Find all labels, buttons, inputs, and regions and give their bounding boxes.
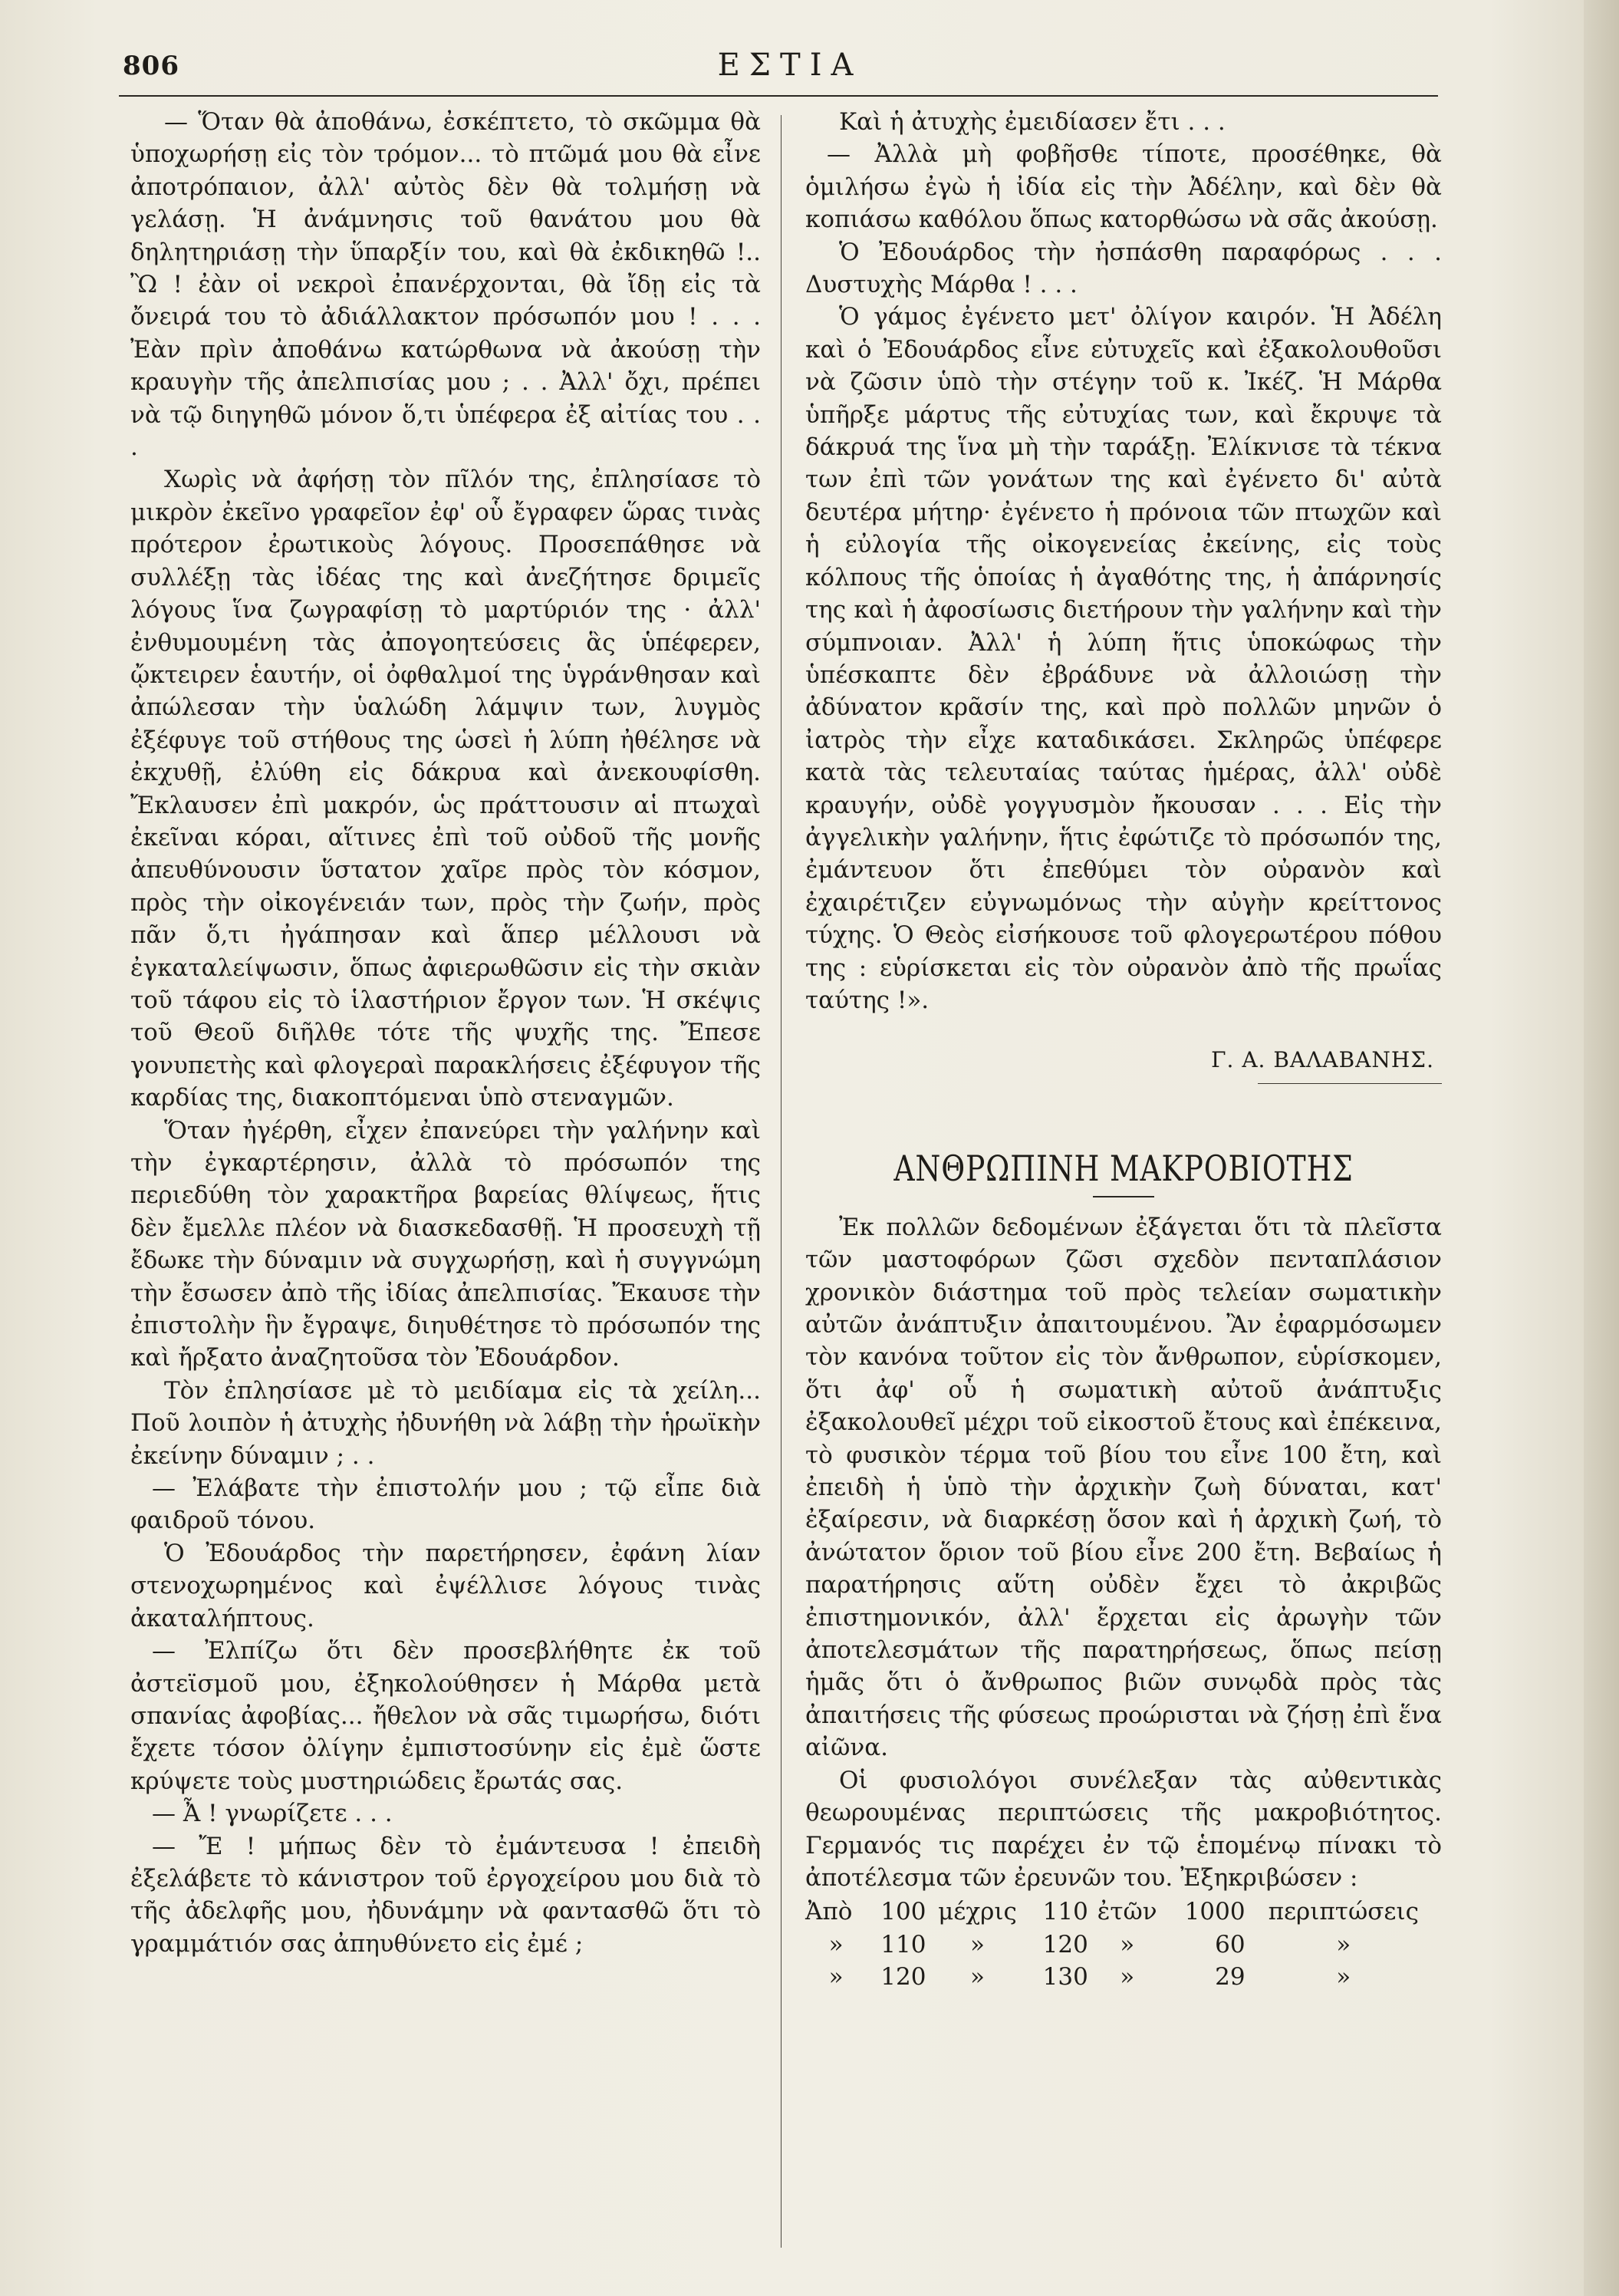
story-paragraph: Καὶ ἡ ἀτυχὴς ἐμειδίασεν ἔτι . . . <box>839 108 1226 136</box>
story-paragraph: — Ὅταν θὰ ἀποθάνω, ἐσκέπτετο, τὸ σκῶμμα θὰ ὑποχωρήσῃ εἰς τὸν τρόμον... τὸ πτῶμά μου θὰ εἶνε ἀποτρόπαιον, ἀλλ' αὐτὸς δὲν θὰ τολμήσῃ νὰ γελάσῃ. Ἡ ἀνάμνησις τοῦ θανάτου μου θὰ δηλητηριάσῃ τὴν ὕπαρξίν του, καὶ θὰ ἐκδικηθῶ !.. Ὢ ! ἐὰν οἱ νεκροὶ ἐπανέρχονται, θὰ ἴδῃ εἰς τὰ ὄνειρά του τὸ ἀδιάλλακτον πρόσωπόν μου ! . . . Ἐὰν πρὶν ἀποθάνω κατώρθωνα νὰ ἀκούσῃ τὴν κραυγὴν τῆς ἀπελπισίας μου ; . . Ἀλλ' ὄχι, πρέπει νὰ τῷ διηγηθῶ μόνον ὅ,τι ὑπέφερα ἐξ αἰτίας του . . . <box>130 108 761 462</box>
story-paragraph: Χωρὶς νὰ ἀφήσῃ τὸν πῖλόν της, ἐπλησίασε τὸ μικρὸν ἐκεῖνο γραφεῖον ἐφ' οὗ ἔγραφεν ὥρας τινὰς πρότερον ἐρωτικοὺς λόγους. Προσεπάθησε νὰ συλλέξῃ τὰς ἰδέας της καὶ ἀνεζήτησε δριμεῖς λόγους ἵνα ζωγραφίσῃ τὸ μαρτύριόν της · ἀλλ' ἐνθυμουμένη τὰς ἀπογοητεύσεις ἃς ὑπέφερεν, ᾤκτειρεν ἑαυτήν, οἱ ὀφθαλμοί της ὑγράνθησαν καὶ ἀπώλεσαν τὴν ὑαλώδη λάμψιν των, λυγμὸς ἐξέφυγε τοῦ στήθους της ὡσεὶ ἡ λύπη ἠθέλησε νὰ ἐκχυθῇ, ἐλύθη εἰς δάκρυα καὶ ἀνεκουφίσθη. Ἔκλαυσεν ἐπὶ μακρόν, ὡς πράττουσιν αἱ πτωχαὶ ἐκεῖναι κόραι, αἵτινες ἐπὶ τοῦ οὐδοῦ τῆς μονῆς ἀπευθύνουσιν ὕστατον χαῖρε πρὸς τὸν κόσμον, πρὸς τὴν οἰκογένειάν των, πρὸς τὴν ζωήν, πρὸς πᾶν ὅ,τι ἠγάπησαν καὶ ἅπερ μέλλουσι νὰ ἐγκαταλείψωσιν, ὅπως ἀφιερωθῶσιν εἰς τὴν σκιὰν τοῦ τάφου εἰς τὸ ἱλαστήριον ἔργον των. Ἡ σκέψις τοῦ Θεοῦ διῆλθε τότε τῆς ψυχῆς της. Ἔπεσε γονυπετὴς καὶ φλογεραὶ παρακλήσεις ἐξέφυγον τῆς καρδίας της, διακοπτόμεναι ὑπὸ στεναγμῶν. <box>130 466 761 1112</box>
dialogue-line: — Ἔ ! μήπως δὲν τὸ ἐμάντευσα ! ἐπειδὴ ἐξελάβετε τὸ κάνιστρον τοῦ ἐργοχείρου μου διὰ τὸ τῆς ἀδελφῆς μου, ἠδυνάμην νὰ φαντασθῶ ὅτι τὸ γραμμάτιόν σας ἀπηυθύνετο εἰς ἐμέ ; <box>130 1832 761 1958</box>
table-cell: » <box>970 1963 985 1991</box>
table-cell: 110 <box>1042 1898 1088 1926</box>
right-column <box>805 106 1442 1994</box>
table-cell: ἐτῶν <box>1097 1898 1157 1926</box>
story-paragraph: Ὅταν ἠγέρθη, εἶχεν ἐπανεύρει τὴν γαλήνην καὶ τὴν ἐγκαρτέρησιν, ἀλλὰ τὸ πρόσωπόν της περιεδύθη τὸν χαρακτῆρα βαρείας θλίψεως, ἥτις δὲν ἔμελλε πλέον νὰ διασκεδασθῇ. Ἡ προσευχὴ τῇ ἔδωκε τὴν δύναμιν νὰ συγχωρήσῃ, καὶ ἡ συγγνώμη τὴν ἔσωσεν ἀπὸ τῆς ἰδίας ἀπελπισίας. Ἔκαυσε τὴν ἐπιστολὴν ἣν ἔγραψε, διηυθέτησε τὸ πρόσωπόν της καὶ ἤρξατο ἀναζητοῦσα τὸν Ἐδουάρδον. <box>130 1116 761 1372</box>
left-column <box>130 106 761 1960</box>
table-cell: 29 <box>1215 1963 1246 1991</box>
dialogue-line: — Ἀλλὰ μὴ φοβῆσθε τίποτε, προσέθηκε, θὰ ὁμιλήσω ἐγὼ ἡ ἰδία εἰς τὴν Ἀδέλην, καὶ δὲν θὰ κοπιάσω καθόλου ὅπως κατορθώσω νὰ σᾶς ἀκούσῃ. <box>805 140 1442 234</box>
table-cell: » <box>1336 1963 1351 1991</box>
author-signature: Γ. Α. ΒΑΛΑΒΑΝΗΣ. <box>1211 1047 1434 1073</box>
table-cell: » <box>1120 1930 1135 1958</box>
article-paragraph: Ἐκ πολλῶν δεδομένων ἐξάγεται ὅτι τὰ πλεῖστα τῶν μαστοφόρων ζῶσι σχεδὸν πενταπλάσιον χρονικὸν διάστημα τοῦ πρὸς τελείαν σωματικὴν αὐτῶν ἀνάπτυξιν ἀπαιτουμένου. Ἂν ἐφαρμόσωμεν τὸν κανόνα τοῦτον εἰς τὸν ἄνθρωπον, εὑρίσκομεν, ὅτι ἀφ' οὗ ἡ σωματικὴ αὐτοῦ ἀνάπτυξις ἐξακολουθεῖ μέχρι τοῦ εἰκοστοῦ ἔτους καὶ ἐπέκεινα, τὸ φυσικὸν τέρμα τοῦ βίου του εἶνε 100 ἔτη, καὶ ἐπειδὴ ἡ ὑπὸ τὴν ἀρχικὴν ζωὴ δύναται, κατ' ἐξαίρεσιν, νὰ διαρκέσῃ ὅσον καὶ ἡ ἀρχικὴ ζωή, τὸ ἀνώτατον ὅριον τοῦ βίου εἶνε 200 ἔτη. Βεβαίως ἡ παρατήρησις αὕτη οὐδὲν ἔχει τὸ ἀκριβῶς ἐπιστημονικόν, ἀλλ' ἔρχεται εἰς ἀρωγὴν τῶν ἀποτελεσμάτων τῆς παρατηρήσεως, ὅπως πείσῃ ἡμᾶς ὅτι ὁ ἄνθρωπος βιῶν συνῳδὰ πρὸς τὰς ἀπαιτήσεις τῆς φύσεως προώρισται νὰ ζήσῃ ἐπὶ ἕνα αἰῶνα. <box>805 1213 1442 1762</box>
table-cell: » <box>970 1930 985 1958</box>
table-cell: περιπτώσεις <box>1268 1898 1419 1926</box>
table-cell: 110 <box>880 1930 926 1958</box>
table-cell: μέχρις <box>938 1898 1017 1926</box>
table-cell: » <box>828 1963 844 1991</box>
page-edge-shadow <box>1584 0 1619 2296</box>
signature-rule <box>1258 1083 1442 1084</box>
table-cell: 100 <box>880 1898 926 1926</box>
running-title: ΕΣΤΙΑ <box>717 48 863 83</box>
dialogue-line: — Ἐλπίζω ὅτι δὲν προσεβλήθητε ἐκ τοῦ ἀστεϊσμοῦ μου, ἐξηκολούθησεν ἡ Μάρθα μετὰ σπανίας ἀφοβίας... ἤθελον νὰ σᾶς τιμωρήσω, διότι ἔχετε τόσον ὀλίγην ἐμπιστοσύνην εἰς ἐμὲ ὥστε κρύψετε τοὺς μυστηριώδεις ἔρωτάς σας. <box>130 1637 761 1795</box>
header-rule <box>119 95 1438 97</box>
table-cell: » <box>1120 1963 1135 1991</box>
table-cell: 60 <box>1215 1930 1246 1958</box>
dialogue-line: — Ἆ ! γνωρίζετε . . . <box>152 1800 393 1828</box>
table-row <box>805 1929 1442 1961</box>
table-cell: 120 <box>880 1963 926 1991</box>
story-paragraph: Ὁ Ἐδουάρδος τὴν παρετήρησεν, ἐφάνη λίαν στενοχωρημένος καὶ ἐψέλλισε λόγους τινὰς ἀκαταλήπτους. <box>130 1539 761 1632</box>
table-cell: 120 <box>1042 1930 1088 1958</box>
table-row <box>805 1961 1442 1993</box>
story-paragraph: Ὁ Ἐδουάρδος τὴν ἠσπάσθη παραφόρως . . . Δυστυχὴς Μάρθα ! . . . <box>805 238 1442 299</box>
page-number: 806 <box>123 51 179 81</box>
dialogue-line: — Ἐλάβατε τὴν ἐπιστολήν μου ; τῷ εἶπε διὰ φαιδροῦ τόνου. <box>130 1474 761 1535</box>
article-paragraph: Οἱ φυσιολόγοι συνέλεξαν τὰς αὐθεντικὰς θεωρουμένας περιπτώσεις τῆς μακροβιότητος. Γερμανός τις παρέχει ἐν τῷ ἑπομένῳ πίνακι τὸ ἀποτέλεσμα τῶν ἐρευνῶν του. Ἐξηκριβώσεν : <box>805 1766 1442 1892</box>
table-cell: 130 <box>1042 1963 1088 1991</box>
table-cell: » <box>1336 1930 1351 1958</box>
article-title: ΑΝΘΡΩΠΙΝΗ ΜΑΚΡΟΒΙΟΤΗΣ <box>893 1147 1354 1189</box>
column-divider <box>781 115 782 2248</box>
story-paragraph: Ὁ γάμος ἐγένετο μετ' ὀλίγον καιρόν. Ἡ Ἀδέλη καὶ ὁ Ἐδουάρδος εἶνε εὐτυχεῖς καὶ ἐξακολουθοῦσι νὰ ζῶσιν ὑπὸ τὴν στέγην τοῦ κ. Ἰκέζ. Ἡ Μάρθα ὑπῆρξε μάρτυς τῆς εὐτυχίας των, καὶ ἔκρυψε τὰ δάκρυά της ἵνα μὴ τὴν ταράξῃ. Ἐλίκνισε τὰ τέκνα των ἐπὶ τῶν γονάτων της καὶ ἐγένετο δι' αὐτὰ δευτέρα μήτηρ· ἐγένετο ἡ πρόνοια τῶν πτωχῶν καὶ ἡ εὐλογία τῆς οἰκογενείας ἐκείνης, εἰς τοὺς κόλπους τῆς ὁποίας ἡ ἀγαθότης της, ἡ ἀπάρνησίς της καὶ ἡ ἀφοσίωσις διετήρουν τὴν γαλήνην καὶ τὴν σύμπνοιαν. Ἀλλ' ἡ λύπη ἥτις ὑποκώφως τὴν ὑπέσκαπτε δὲν ἐβράδυνε νὰ ἀλλοιώσῃ τὴν ἀδύνατον κρᾶσίν της, καὶ πρὸ πολλῶν μηνῶν ὁ ἰατρὸς τὴν εἶχε καταδικάσει. Σκληρῶς ὑπέφερε κατὰ τὰς τελευταίας ταύτας ἡμέρας, ἀλλ' οὐδὲ κραυγήν, οὐδὲ γογγυσμὸν ἤκουσαν . . . Εἰς τὴν ἀγγελικὴν γαλήνην, ἥτις ἐφώτιζε τὸ πρόσωπόν της, ἐμάντευον ὅτι ἐπεθύμει τὸν οὐρανὸν καὶ ἐχαιρέτιζεν εὐγνωμόνως τὴν αὐγὴν κρείττονος τύχης. Ὁ Θεὸς εἰσήκουσε τοῦ φλογερωτέρου πόθου της : εὑρίσκεται εἰς τὸν οὐρανὸν ἀπὸ τῆς πρωΐας ταύτης !». <box>805 303 1442 1014</box>
longevity-table <box>805 1896 1442 1993</box>
table-cell: Ἀπὸ <box>805 1898 853 1926</box>
table-cell: 1000 <box>1184 1898 1246 1926</box>
title-rule <box>1093 1196 1154 1197</box>
table-row <box>805 1896 1442 1928</box>
story-paragraph: Τὸν ἐπλησίασε μὲ τὸ μειδίαμα εἰς τὰ χείλη... Ποῦ λοιπὸν ἡ ἀτυχὴς ἠδυνήθη νὰ λάβῃ τὴν ἡρωϊκὴν ἐκείνην δύναμιν ; . . <box>130 1376 761 1470</box>
table-cell: » <box>828 1930 844 1958</box>
